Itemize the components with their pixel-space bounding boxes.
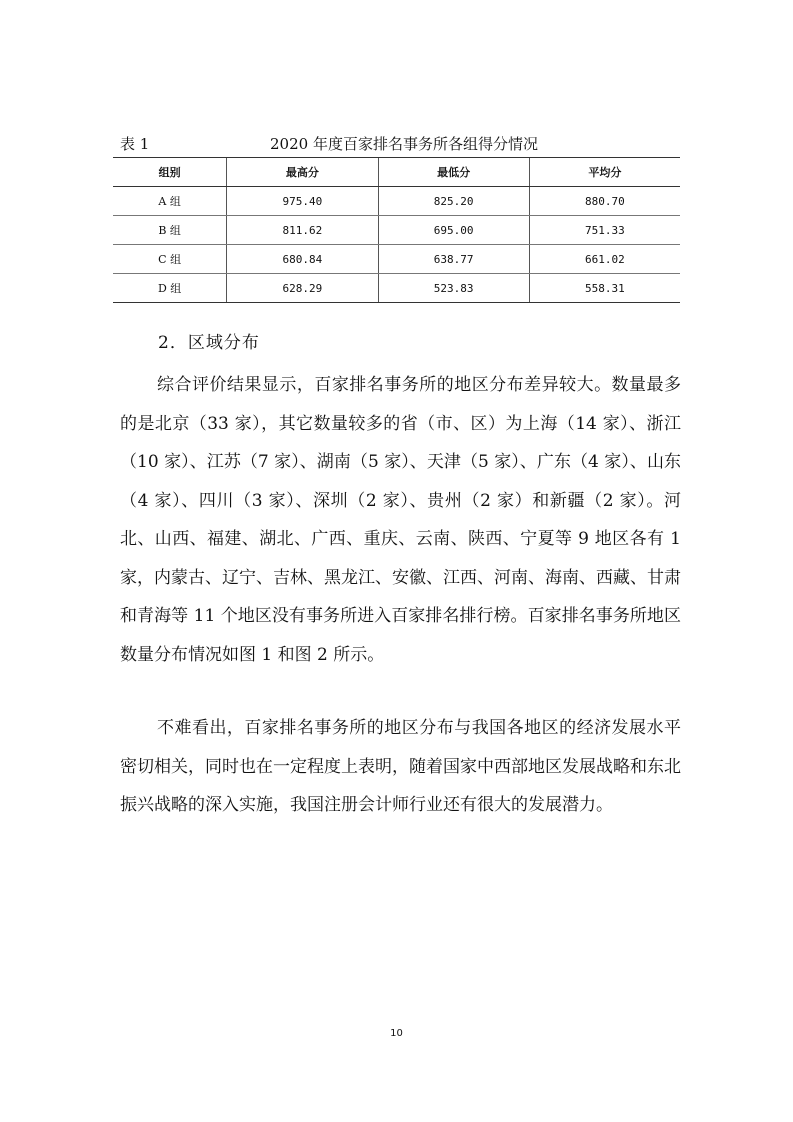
cell-min-score: 695.00	[378, 216, 529, 245]
table-caption	[120, 134, 682, 154]
table-row	[113, 216, 680, 245]
cell-group: A 组	[113, 187, 227, 216]
cell-avg-score: 880.70	[529, 187, 680, 216]
section-heading: 2．区域分布	[158, 333, 260, 353]
table-row	[113, 187, 680, 216]
header-avg-score: 平均分	[529, 158, 680, 187]
header-group: 组别	[113, 158, 227, 187]
cell-min-score: 638.77	[378, 245, 529, 274]
cell-max-score: 811.62	[227, 216, 378, 245]
cell-avg-score: 751.33	[529, 216, 680, 245]
body-paragraph: 不难看出，百家排名事务所的地区分布与我国各地区的经济发展水平密切相关，同时也在一定程度上表明，随着国家中西部地区发展战略和东北振兴战略的深入实施，我国注册会计师行业还有很大的发展潜力。	[120, 718, 681, 815]
cell-max-score: 680.84	[227, 245, 378, 274]
page-number: 10	[390, 1028, 403, 1039]
cell-group: B 组	[113, 216, 227, 245]
header-min-score: 最低分	[378, 158, 529, 187]
cell-min-score: 523.83	[378, 274, 529, 303]
table-title: 2020 年度百家排名事务所各组得分情况	[270, 135, 538, 153]
body-paragraph: 综合评价结果显示，百家排名事务所的地区分布差异较大。数量最多的是北京（33 家），其它数量较多的省（市、区）为上海（14 家）、浙江（10 家）、江苏（7 家）、湖南（5 家）、天津（5 家）、广东（4 家）、山东（4 家）、四川（3 家）、深圳（2 家）、贵州（2 家）和新疆（2 家）。河北、山西、福建、湖北、广西、重庆、云南、陕西、宁夏等 9 地区各有 1 家，内蒙古、辽宁、吉林、黑龙江、安徽、江西、河南、海南、西藏、甘肃和青海等 11 个地区没有事务所进入百家排名排行榜。百家排名事务所地区数量分布情况如图 1 和图 2 所示。	[120, 375, 681, 665]
cell-min-score: 825.20	[378, 187, 529, 216]
cell-max-score: 628.29	[227, 274, 378, 303]
cell-max-score: 975.40	[227, 187, 378, 216]
cell-avg-score: 661.02	[529, 245, 680, 274]
cell-group: D 组	[113, 274, 227, 303]
header-max-score: 最高分	[227, 158, 378, 187]
cell-avg-score: 558.31	[529, 274, 680, 303]
score-table	[113, 157, 680, 303]
cell-group: C 组	[113, 245, 227, 274]
table-row	[113, 274, 680, 303]
table-label: 表 1	[120, 135, 150, 153]
table-row	[113, 245, 680, 274]
table-header-row	[113, 158, 680, 187]
